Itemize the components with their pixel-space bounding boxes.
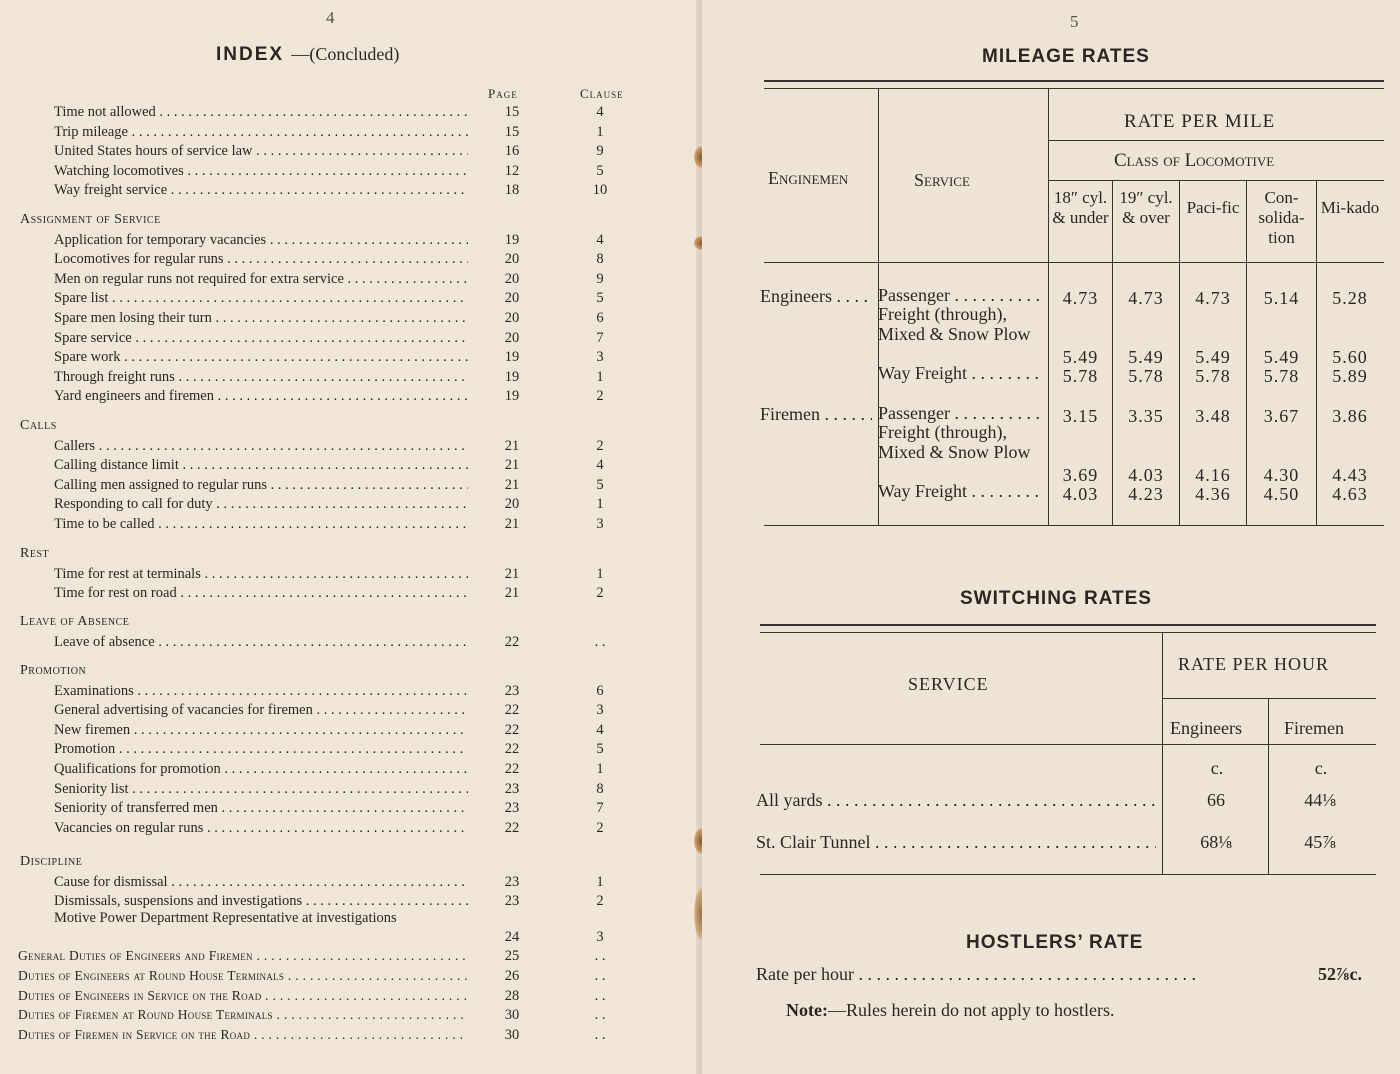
mileage-rate-cell: 5.28 <box>1332 288 1368 308</box>
index-entry <box>0 328 702 348</box>
index-entry <box>0 455 702 475</box>
mileage-rate-cell: 5.78 <box>1062 366 1099 386</box>
index-entry-page: 22 <box>504 633 520 650</box>
page-number: 4 <box>326 8 335 27</box>
index-entry-clause: 8 <box>596 780 604 797</box>
mileage-rate-cell: 3.67 <box>1263 406 1300 426</box>
index-entry-clause: 2 <box>596 893 604 910</box>
index-entry-page: 19 <box>504 349 520 366</box>
index-entry-clause: 2 <box>596 585 604 602</box>
index-entry-label: Application for temporary vacancies . . . <box>54 230 468 250</box>
index-entry <box>0 700 702 720</box>
index-entry-page: 22 <box>504 761 520 777</box>
unit-firemen: c. <box>1314 758 1328 778</box>
note-label: Note: <box>786 1000 828 1020</box>
hostlers-note <box>786 1000 1114 1021</box>
index-entry <box>0 141 702 161</box>
loco-class-header: Paci-fic <box>1186 198 1240 217</box>
index-entry <box>0 386 702 406</box>
index-entry-clause: . . <box>594 1027 606 1044</box>
right-page <box>702 0 1400 1074</box>
mileage-rate-cell: 4.73 <box>1128 288 1164 308</box>
index-entry <box>0 288 702 308</box>
index-entry-page: 22 <box>504 721 520 738</box>
index-entry-clause: 3 <box>596 349 604 366</box>
index-entry-label: United States hours of service law . . . <box>54 141 468 161</box>
mileage-rate-cell: 3.86 <box>1332 406 1368 426</box>
index-entry-clause: 9 <box>596 143 604 160</box>
index-top-entry <box>0 966 702 986</box>
index-entry-page: 26 <box>504 967 520 984</box>
index-entry-clause: 4 <box>596 457 604 474</box>
index-entry-label: Duties of Engineers in Service on the Road . . . <box>18 986 468 1006</box>
service-name: Way Freight . . . <box>878 482 1044 502</box>
index-top-entry <box>0 986 702 1006</box>
index-entry-label: Motive Power Department Representative at investigations <box>54 910 397 926</box>
index-entry-page: 12 <box>504 162 520 179</box>
index-entry <box>0 475 702 495</box>
index-entry-page: 23 <box>504 780 520 797</box>
index-section-heading: Discipline <box>20 854 83 869</box>
hostlers-title: HOSTLERS’ RATE <box>966 932 1144 953</box>
index-entry-clause: 3 <box>596 928 604 945</box>
mileage-rate-cell: 5.49 <box>1263 347 1300 367</box>
index-entry <box>0 911 702 947</box>
index-entry <box>0 583 702 603</box>
index-entry <box>0 681 702 701</box>
index-entry-label: Watching locomotives . . . <box>54 161 468 181</box>
mileage-rate-cell: 4.30 <box>1263 465 1300 485</box>
index-entry-clause: 3 <box>596 516 604 532</box>
index-entry-page: 20 <box>504 310 520 326</box>
mileage-rate-cell: 4.73 <box>1195 288 1231 308</box>
index-entry <box>0 759 702 779</box>
index-entry-label: Qualifications for promotion . . . <box>54 759 468 779</box>
mileage-rate-cell: 4.23 <box>1128 484 1164 504</box>
hostlers-rate-label: Rate per hour . . . <box>756 964 1316 985</box>
loco-class-header: Con-solida-tion <box>1258 188 1305 247</box>
index-entry-clause: 3 <box>596 702 604 719</box>
index-entry-page: 23 <box>504 873 520 890</box>
index-entry-clause: 6 <box>596 682 604 699</box>
index-title-text: INDEX <box>216 44 285 65</box>
loco-class-header: Mi-kado <box>1320 198 1380 217</box>
index-entry-label: Spare service . . . <box>54 328 468 348</box>
mileage-title: MILEAGE RATES <box>982 46 1150 67</box>
index-entry <box>0 102 702 122</box>
mileage-rate-cell: 3.35 <box>1128 406 1164 426</box>
note-text: —Rules herein do not apply to hostlers. <box>827 1000 1115 1020</box>
index-entry-label: Way freight service . . . <box>54 180 468 200</box>
mileage-rate-cell: 4.73 <box>1062 288 1099 308</box>
index-entry-label: General advertising of vacancies for firemen . . . <box>54 700 468 720</box>
mileage-rate-cell: 5.78 <box>1195 366 1231 386</box>
mileage-rate-cell: 4.50 <box>1263 484 1300 504</box>
index-entry-clause: 6 <box>596 310 604 326</box>
index-entry-clause: 5 <box>596 162 604 179</box>
index-entry <box>0 564 702 584</box>
col-page-header: Page <box>488 86 518 101</box>
index-entry-page: 22 <box>504 819 520 836</box>
index-entry-label: Through freight runs . . . <box>54 367 468 387</box>
mileage-rate-cell: 5.14 <box>1263 288 1300 308</box>
index-entry-clause: 5 <box>596 476 604 493</box>
col-firemen: Firemen <box>1284 718 1344 738</box>
index-entry-label: Spare list . . . <box>54 288 468 308</box>
index-entry-page: 21 <box>504 476 520 493</box>
index-section-heading: Assignment of Service <box>20 212 161 227</box>
mileage-rate-cell: 3.15 <box>1062 406 1099 426</box>
index-entry <box>0 818 702 838</box>
index-entry-page: 19 <box>504 388 520 405</box>
mileage-rate-cell: 5.49 <box>1195 347 1231 367</box>
index-entry-page: 28 <box>504 987 520 1004</box>
index-entry-clause: 1 <box>596 123 604 140</box>
index-entry-label: Calling distance limit . . . <box>54 455 468 475</box>
mileage-rate-cell: 4.36 <box>1195 484 1231 504</box>
mileage-rate-cell: 3.69 <box>1062 465 1099 485</box>
index-entry <box>0 514 702 534</box>
index-entry-label: Time for rest at terminals . . . <box>54 564 468 584</box>
switching-service: St. Clair Tunnel . . . <box>756 832 1156 853</box>
index-entry-label: Locomotives for regular runs . . . <box>54 249 468 269</box>
index-entry-page: 21 <box>504 437 520 454</box>
mileage-rate-cell: 5.89 <box>1332 366 1368 386</box>
index-entry-clause: . . <box>594 1007 606 1024</box>
index-entry-label: Spare work . . . <box>54 347 468 367</box>
switching-firemen-rate: 45⅞ <box>1304 832 1336 852</box>
index-entry-clause: 2 <box>596 437 604 454</box>
index-entry-clause: 4 <box>596 231 604 248</box>
service-name: Passenger . . . <box>878 286 1044 306</box>
index-entry-label: Time to be called . . . <box>54 514 468 534</box>
index-entry-page: 30 <box>504 1007 520 1024</box>
index-entry-clause: 7 <box>596 329 604 346</box>
switching-engineers-rate: 68⅛ <box>1200 832 1232 852</box>
index-entry-page: 20 <box>504 290 520 307</box>
index-entry-label: Men on regular runs not required for extra service . . . <box>54 269 468 289</box>
index-entry <box>0 739 702 759</box>
index-entry-page: 23 <box>504 682 520 699</box>
index-entry-clause: 9 <box>596 270 604 287</box>
index-entry-clause: 1 <box>596 565 604 582</box>
index-entry-clause: 8 <box>596 251 604 268</box>
mileage-rate-cell: 4.03 <box>1128 465 1164 485</box>
switching-engineers-rate: 66 <box>1207 790 1225 810</box>
switching-col-service: SERVICE <box>908 674 989 694</box>
index-entry-page: 24 <box>504 928 520 945</box>
index-entry-page: 15 <box>504 104 520 120</box>
index-entry-page: 16 <box>504 143 520 160</box>
index-entry-label: Vacancies on regular runs . . . <box>54 818 468 838</box>
index-entry-label: Seniority of transferred men . . . <box>54 798 468 818</box>
mileage-rate-cell: 5.49 <box>1062 347 1099 367</box>
loco-class-header: 19″ cyl. & over <box>1119 188 1173 227</box>
index-entry <box>0 779 702 799</box>
index-entry <box>0 347 702 367</box>
class-of-locomotive-header: Class of Locomotive <box>1114 150 1275 171</box>
index-entry-label: Duties of Engineers at Round House Terminals . . . <box>18 966 468 986</box>
index-entry <box>0 122 702 142</box>
mileage-rate-cell: 4.63 <box>1332 484 1368 504</box>
index-entry <box>0 230 702 250</box>
index-entry-label: Time for rest on road . . . <box>54 583 468 603</box>
unit-engineers: c. <box>1210 758 1224 778</box>
index-entry-page: 21 <box>504 585 520 602</box>
index-section-heading: Rest <box>20 546 50 561</box>
index-entry-page: 15 <box>504 123 520 140</box>
mileage-rate-cell: 5.78 <box>1263 366 1300 386</box>
col-engineers: Engineers <box>1170 718 1242 738</box>
index-entry-page: 18 <box>504 182 520 199</box>
index-entry-label: Duties of Firemen in Service on the Road . . . <box>18 1025 468 1045</box>
index-entry-page: 21 <box>504 516 520 532</box>
index-entry-page: 23 <box>504 800 520 817</box>
index-top-entry <box>0 946 702 966</box>
rate-per-hour-header: RATE PER HOUR <box>1178 654 1330 674</box>
index-entry-page: 30 <box>504 1027 520 1044</box>
index-entry-page: 21 <box>504 457 520 474</box>
index-entry-page: 19 <box>504 231 520 248</box>
switching-service: All yards . . . <box>756 790 1156 811</box>
index-entry-clause: 10 <box>592 182 608 199</box>
index-entry-clause: 1 <box>596 761 604 777</box>
mileage-rate-cell: 4.16 <box>1195 465 1231 485</box>
mileage-rate-cell: 4.03 <box>1062 484 1099 504</box>
col-enginemen: Enginemen <box>768 168 849 188</box>
mileage-rate-cell: 4.43 <box>1332 465 1368 485</box>
index-title-suffix: —(Concluded) <box>291 44 400 64</box>
index-entry-label: Examinations . . . <box>54 681 468 701</box>
index-entry-clause: . . <box>594 633 606 650</box>
index-entry-clause: 4 <box>596 104 604 120</box>
index-entry <box>0 269 702 289</box>
index-entry <box>0 494 702 514</box>
col-clause-header: Clause <box>580 86 624 101</box>
index-entry <box>0 436 702 456</box>
index-entry-label: Spare men losing their turn . . . <box>54 308 468 328</box>
index-entry-clause: 7 <box>596 800 604 817</box>
index-entry-clause: 4 <box>596 721 604 738</box>
index-entry-label: Callers . . . <box>54 436 468 456</box>
index-entry <box>0 891 702 911</box>
index-entry <box>0 249 702 269</box>
switching-title: SWITCHING RATES <box>960 588 1152 609</box>
index-entry-page: 21 <box>504 565 520 582</box>
index-entry <box>0 308 702 328</box>
index-entry-label: Yard engineers and firemen . . . <box>54 386 468 406</box>
index-entry-label: Dismissals, suspensions and investigations . . . <box>54 891 468 911</box>
index-entry <box>0 367 702 387</box>
index-entry-label: Responding to call for duty . . . <box>54 494 468 514</box>
service-name: Freight (through), Mixed & Snow Plow <box>878 305 1031 344</box>
index-entry <box>0 798 702 818</box>
index-top-entry <box>0 1025 702 1045</box>
index-entry-label: Time not allowed . . . <box>54 102 468 122</box>
index-section-heading: Promotion <box>20 663 87 678</box>
index-entry-label: General Duties of Engineers and Firemen . . . <box>18 946 468 966</box>
index-entry-page: 20 <box>504 270 520 287</box>
index-entry-clause: 2 <box>596 388 604 405</box>
index-entry-clause: 1 <box>596 496 604 513</box>
mileage-rate-cell: 3.48 <box>1195 406 1231 426</box>
rate-per-mile-header: RATE PER MILE <box>1124 111 1276 132</box>
index-entry-clause: 5 <box>596 741 604 758</box>
index-entry-label: Trip mileage . . . <box>54 122 468 142</box>
index-entry-clause: 2 <box>596 819 604 836</box>
index-top-entry <box>0 1005 702 1025</box>
index-entry-clause: . . <box>594 948 606 964</box>
service-name: Passenger . . . <box>878 404 1044 424</box>
index-entry-label: New firemen . . . <box>54 720 468 740</box>
index-entry <box>0 161 702 181</box>
service-name: Way Freight . . . <box>878 364 1044 384</box>
index-entry-page: 20 <box>504 329 520 346</box>
index-entry-label: Cause for dismissal . . . <box>54 872 468 892</box>
index-section-heading: Calls <box>20 418 57 433</box>
index-entry-label: Promotion . . . <box>54 739 468 759</box>
index-section-heading: Leave of Absence <box>20 614 130 629</box>
loco-class-header: 18″ cyl. & under <box>1052 188 1109 227</box>
col-service: Service <box>914 170 970 190</box>
index-title <box>216 44 399 66</box>
hostlers-rate-value: 52⅞c. <box>1318 964 1362 984</box>
index-entry <box>0 632 702 652</box>
index-entry-label: Duties of Firemen at Round House Terminals . . . <box>18 1005 468 1025</box>
index-entry-page: 22 <box>504 702 520 719</box>
page-number: 5 <box>1070 12 1079 31</box>
index-entry-clause: 1 <box>596 368 604 385</box>
mileage-rate-cell: 5.78 <box>1128 366 1164 386</box>
service-name: Freight (through), Mixed & Snow Plow <box>878 423 1031 462</box>
index-entry-label: Seniority list . . . <box>54 779 468 799</box>
switching-firemen-rate: 44⅛ <box>1304 790 1336 810</box>
enginemen-group-name: Firemen . . . <box>760 404 872 425</box>
index-entry-page: 25 <box>504 948 520 964</box>
index-entry-clause: . . <box>594 967 606 984</box>
index-entry-page: 20 <box>504 496 520 513</box>
mileage-rate-cell: 5.49 <box>1128 347 1164 367</box>
index-entry <box>0 180 702 200</box>
index-entry-clause: 5 <box>596 290 604 307</box>
index-entry-label: Calling men assigned to regular runs . . . <box>54 475 468 495</box>
index-entry-label: Leave of absence . . . <box>54 632 468 652</box>
index-entry-page: 20 <box>504 251 520 268</box>
index-entry <box>0 872 702 892</box>
index-entry-clause: 1 <box>596 873 604 890</box>
enginemen-group-name: Engineers . . . <box>760 286 872 307</box>
index-entry-clause: . . <box>594 987 606 1004</box>
index-entry-page: 23 <box>504 893 520 910</box>
index-entry-page: 19 <box>504 368 520 385</box>
index-entry-page: 22 <box>504 741 520 758</box>
mileage-rate-cell: 5.60 <box>1332 347 1368 367</box>
index-entry <box>0 720 702 740</box>
